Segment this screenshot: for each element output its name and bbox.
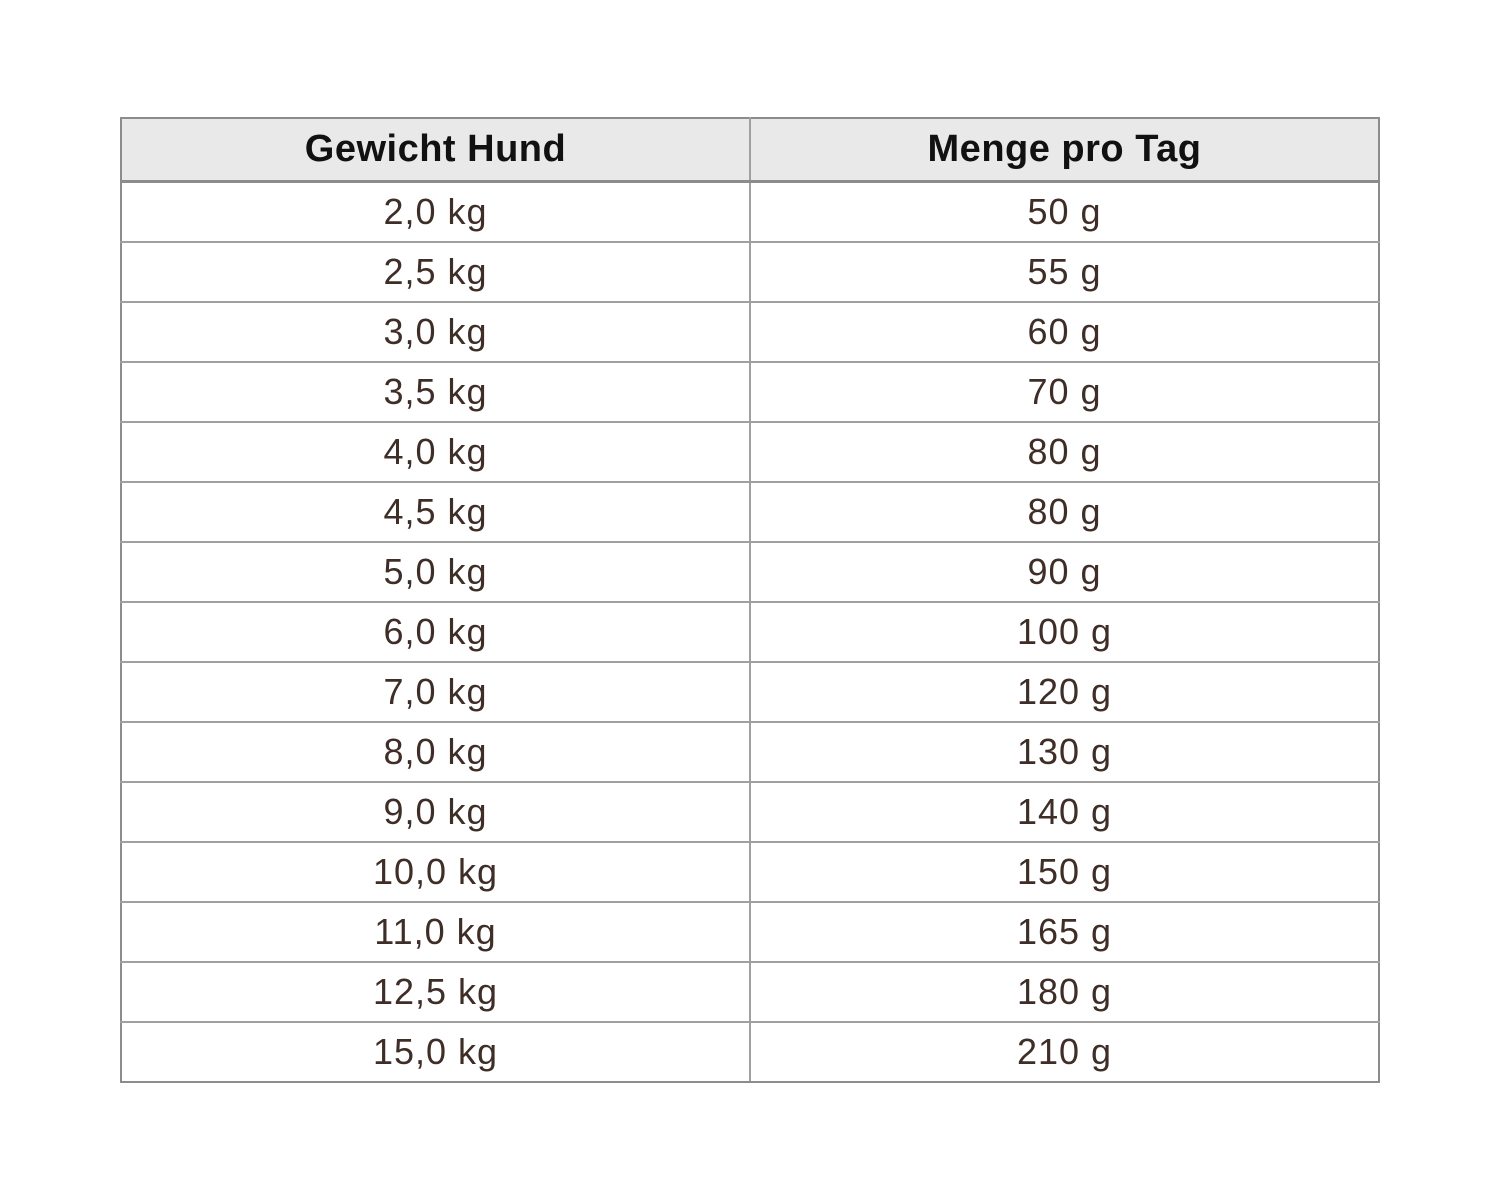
table-row (121, 542, 1379, 602)
amount-cell: 80 g (750, 422, 1379, 482)
table-row (121, 902, 1379, 962)
amount-cell: 100 g (750, 602, 1379, 662)
amount-cell: 140 g (750, 782, 1379, 842)
weight-cell: 6,0 kg (121, 602, 750, 662)
weight-cell: 2,0 kg (121, 182, 750, 243)
weight-cell: 3,0 kg (121, 302, 750, 362)
amount-cell: 130 g (750, 722, 1379, 782)
table-row (121, 782, 1379, 842)
table-body (121, 182, 1379, 1083)
weight-cell: 4,0 kg (121, 422, 750, 482)
amount-cell: 150 g (750, 842, 1379, 902)
table-row (121, 962, 1379, 1022)
table-row (121, 182, 1379, 243)
table-row (121, 362, 1379, 422)
weight-cell: 2,5 kg (121, 242, 750, 302)
weight-cell: 4,5 kg (121, 482, 750, 542)
weight-cell: 11,0 kg (121, 902, 750, 962)
amount-cell: 50 g (750, 182, 1379, 243)
table-row (121, 602, 1379, 662)
amount-cell: 80 g (750, 482, 1379, 542)
weight-cell: 8,0 kg (121, 722, 750, 782)
table-row (121, 722, 1379, 782)
table-row (121, 242, 1379, 302)
table-row (121, 662, 1379, 722)
amount-cell: 55 g (750, 242, 1379, 302)
amount-cell: 70 g (750, 362, 1379, 422)
weight-cell: 9,0 kg (121, 782, 750, 842)
table-row (121, 302, 1379, 362)
amount-cell: 210 g (750, 1022, 1379, 1082)
weight-cell: 15,0 kg (121, 1022, 750, 1082)
feeding-amount-table (120, 117, 1380, 1083)
amount-cell: 180 g (750, 962, 1379, 1022)
amount-cell: 165 g (750, 902, 1379, 962)
amount-cell: 90 g (750, 542, 1379, 602)
table-row (121, 842, 1379, 902)
weight-cell: 10,0 kg (121, 842, 750, 902)
table-row (121, 422, 1379, 482)
weight-cell: 3,5 kg (121, 362, 750, 422)
amount-cell: 60 g (750, 302, 1379, 362)
table-row (121, 482, 1379, 542)
weight-cell: 7,0 kg (121, 662, 750, 722)
table-row (121, 1022, 1379, 1082)
amount-cell: 120 g (750, 662, 1379, 722)
weight-cell: 12,5 kg (121, 962, 750, 1022)
weight-cell: 5,0 kg (121, 542, 750, 602)
header-amount: Menge pro Tag (750, 118, 1379, 182)
table-header (121, 118, 1379, 182)
header-weight: Gewicht Hund (121, 118, 750, 182)
header-row (121, 118, 1379, 182)
